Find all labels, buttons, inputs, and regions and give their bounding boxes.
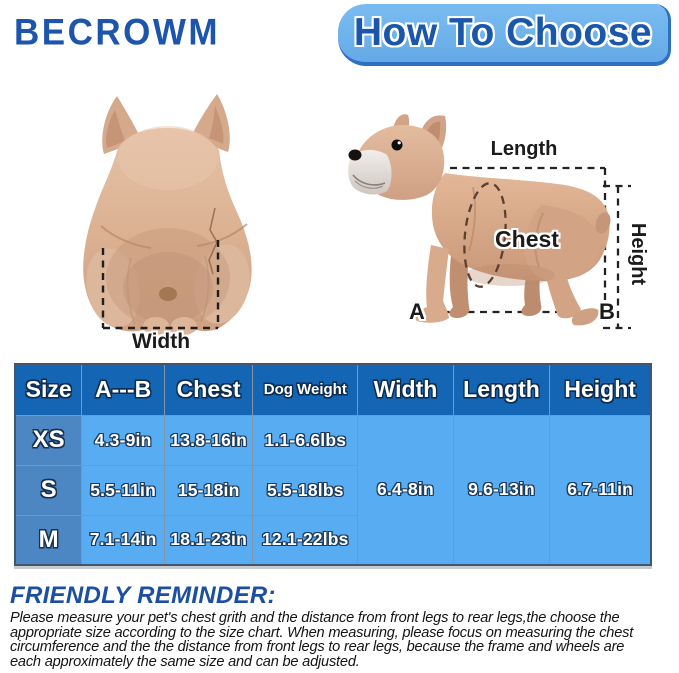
cell-xs-size: XS (15, 415, 82, 465)
rear-dog-body (79, 94, 256, 335)
cell-merged-length: 9.6-13in (453, 415, 550, 565)
point-a-label: A (409, 299, 425, 324)
reminder-body (10, 611, 676, 669)
how-to-choose-banner (338, 4, 671, 66)
reminder-line-1: Please measure your pet's chest grith and the distance from front legs to rear legs,the choose the (10, 610, 620, 626)
banner-title: How To Choose (353, 11, 653, 54)
cell-merged-height: 6.7-11in (550, 415, 651, 565)
col-header-dog-weight: Dog Weight (253, 364, 358, 415)
length-label: Length (490, 138, 558, 160)
col-header-height: Height (550, 364, 651, 415)
reminder-line-3: circumference and the the distance from front legs to rear legs, because the frame and wheels are (10, 639, 625, 656)
cell-s-size: S (15, 465, 82, 515)
brand-logo: BECROWM (14, 12, 221, 53)
cell-merged-width: 6.4-8in (358, 415, 453, 565)
size-chart-section (14, 363, 652, 566)
reminder-line-4: each approximately the same size and can be adjusted. (10, 653, 360, 670)
cell-s-chest: 15-18in (164, 465, 252, 515)
rear-view-dog-illustration (55, 88, 285, 360)
cell-s-dog-weight: 5.5-18lbs (253, 465, 358, 515)
cell-s-a-b: 5.5-11in (82, 465, 165, 515)
cell-xs-chest: 13.8-16in (164, 415, 252, 465)
reminder-heading: FRIENDLY REMINDER: (10, 582, 276, 609)
cell-xs-dog-weight: 1.1-6.6lbs (253, 415, 358, 465)
col-header-width: Width (358, 364, 453, 415)
table-header-row (15, 364, 651, 415)
col-header-length: Length (453, 364, 550, 415)
point-b-label: B (599, 299, 615, 324)
col-header-a-b: A---B (82, 364, 165, 415)
cell-m-size: M (15, 515, 82, 565)
size-chart-table (14, 363, 652, 566)
height-label: Height (627, 222, 649, 286)
cell-xs-a-b: 4.3-9in (82, 415, 165, 465)
cell-m-chest: 18.1-23in (164, 515, 252, 565)
cell-m-dog-weight: 12.1-22lbs (253, 515, 358, 565)
table-row-xs (15, 415, 651, 465)
chest-label: Chest (495, 226, 559, 252)
cell-m-a-b: 7.1-14in (82, 515, 165, 565)
reminder-line-2: appropriate size according to the size chart. When measuring, please focus on measuring the chest (10, 624, 634, 641)
col-header-chest: Chest (164, 364, 252, 415)
width-label: Width (131, 330, 191, 353)
col-header-size: Size (15, 364, 82, 415)
